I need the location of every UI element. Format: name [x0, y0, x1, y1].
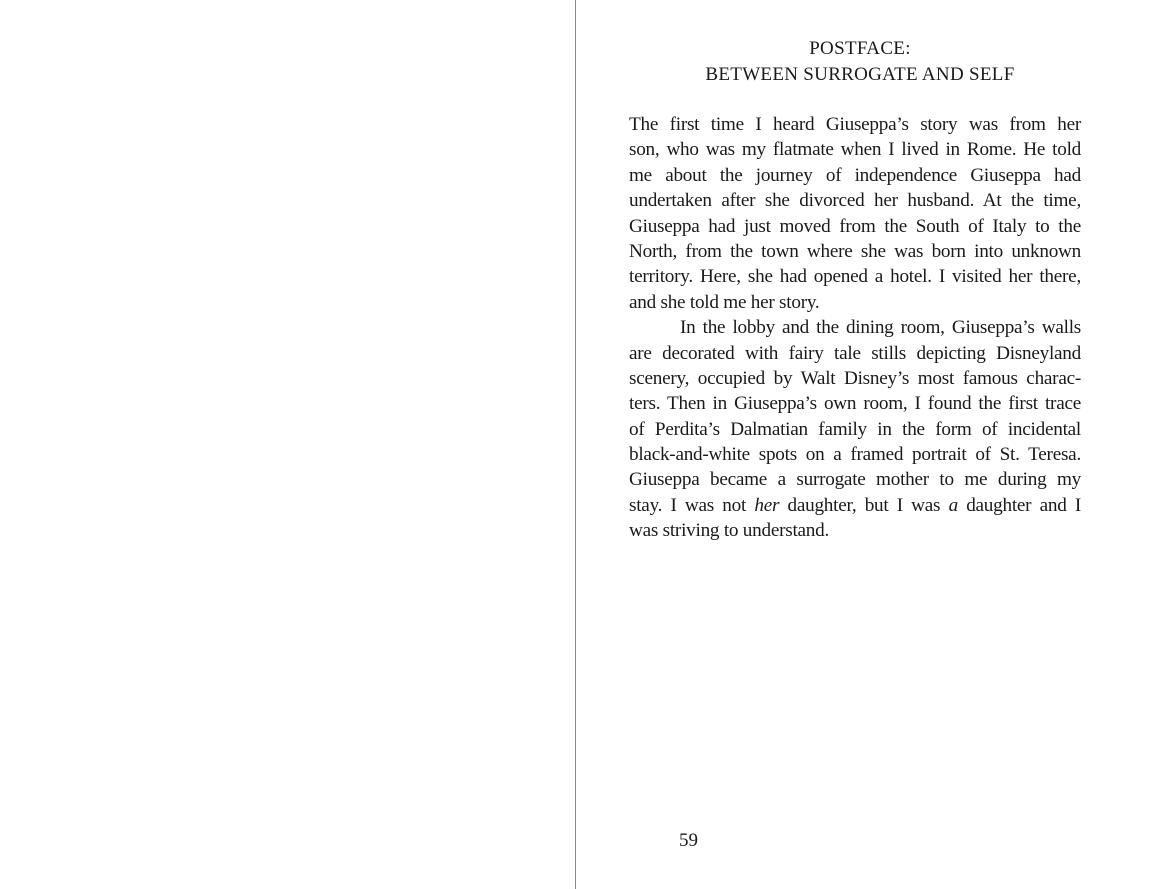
body-text [629, 112, 1081, 544]
text-line: son, who was my flatmate when I lived in Rome. He told [629, 139, 1081, 161]
text-line: and she told me her story. [629, 291, 820, 313]
emphasis-a: a [948, 494, 958, 516]
text-line: undertaken after she divorced her husband. At the time, [629, 190, 1081, 212]
text-segment: daughter, but I was [779, 494, 949, 516]
text-line: The first time I heard Giuseppa’s story was from her [629, 114, 1081, 135]
text-line: are decorated with fairy tale stills depicting Disneyland [629, 342, 1081, 364]
text-line: black-and-white spots on a framed portrait of St. Teresa. [629, 444, 1081, 466]
text-line: scenery, occupied by Walt Disney’s most famous charac- [629, 367, 1081, 389]
text-line-with-emphasis [629, 493, 1081, 518]
text-line-indented: In the lobby and the dining room, Giuseppa’s walls [680, 317, 1081, 339]
text-line: Giuseppa became a surrogate mother to me during my [629, 469, 1081, 491]
text-line: was striving to understand. [629, 520, 830, 542]
text-line: of Perdita’s Dalmatian family in the form of incidental [629, 418, 1081, 440]
text-line: North, from the town where she was born into unknown [629, 240, 1081, 262]
text-segment: daughter and I [957, 494, 1081, 516]
text-segment: stay. I was not [629, 494, 755, 516]
text-line: territory. Here, she had opened a hotel. I visited her there, [629, 266, 1081, 288]
chapter-heading-line-2: BETWEEN SURROGATE AND SELF [705, 64, 1015, 85]
emphasis-her: her [754, 494, 780, 516]
text-line: Giuseppa had just moved from the South of Italy to the [629, 215, 1081, 237]
text-line: me about the journey of independence Giuseppa had [629, 164, 1081, 186]
page-number: 59 [679, 830, 698, 851]
chapter-heading-line-1: POSTFACE: [809, 38, 911, 59]
chapter-heading [656, 36, 1064, 88]
text-line: ters. Then in Giuseppa’s own room, I found the first trace [629, 393, 1081, 415]
right-page [576, 0, 1150, 889]
